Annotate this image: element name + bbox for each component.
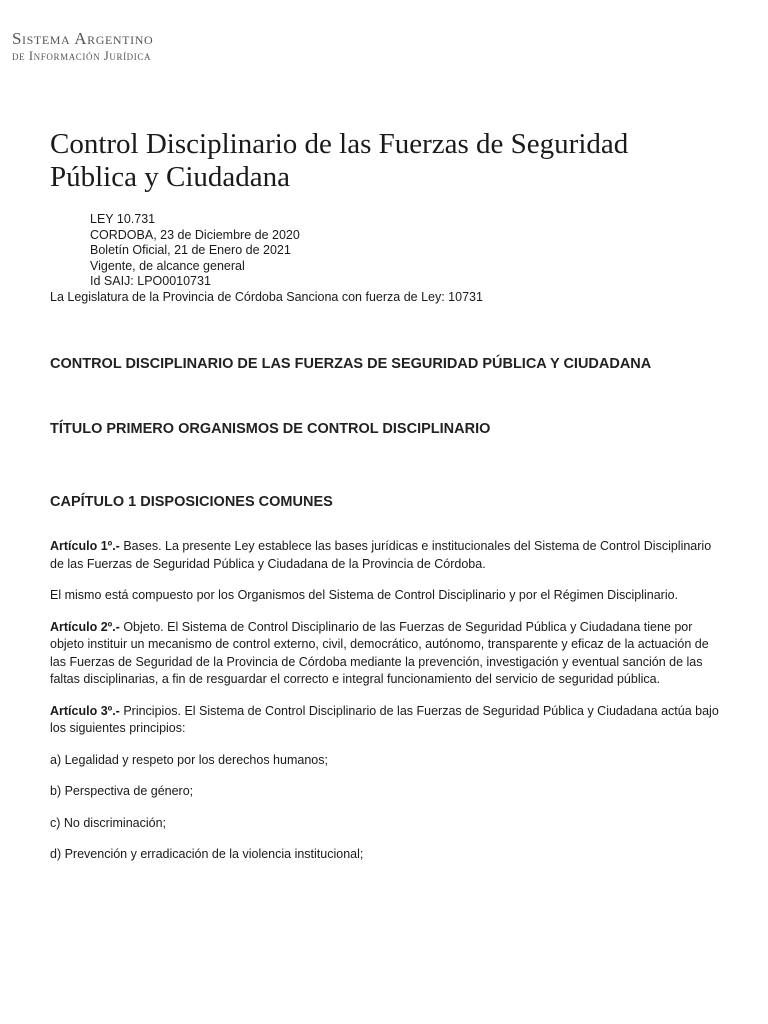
article-1	[50, 538, 720, 573]
principle-item: d) Prevención y erradicación de la violencia institucional;	[50, 847, 364, 861]
sanciona-text: La Legislatura de la Provincia de Córdoba Sanciona con fuerza de Ley: 10731	[50, 289, 483, 304]
titulo-heading: TÍTULO PRIMERO ORGANISMOS DE CONTROL DISCIPLINARIO	[50, 421, 491, 437]
article-1-label: Artículo 1º.-	[50, 539, 120, 553]
meta-vigencia: Vigente, de alcance general	[90, 258, 245, 273]
logo-line-1: Sistema Argentino	[12, 29, 154, 48]
meta-ley: LEY 10.731	[90, 212, 156, 226]
article-3-label: Artículo 3º.-	[50, 703, 120, 718]
article-1-paragraph-2: El mismo está compuesto por los Organismos del Sistema de Control Disciplinario y por el Régimen Disciplinario.	[50, 588, 679, 602]
article-3-text: Principios. El Sistema de Control Disciplinario de las Fuerzas de Seguridad Pública y Ciudadana actúa bajo los siguientes principios:	[50, 703, 719, 735]
document-metadata	[90, 212, 720, 290]
principle-item: c) No discriminación;	[50, 815, 167, 830]
meta-id-saij: Id SAIJ: LPO0010731	[90, 274, 211, 288]
document-content	[50, 128, 720, 864]
law-heading: CONTROL DISCIPLINARIO DE LAS FUERZAS DE SEGURIDAD PÚBLICA Y CIUDADANA	[50, 356, 652, 372]
capitulo-heading: CAPÍTULO 1 DISPOSICIONES COMUNES	[50, 494, 333, 510]
document-title: Control Disciplinario de las Fuerzas de Seguridad Pública y Ciudadana	[50, 128, 629, 193]
logo-line-2: de Información Jurídica	[12, 49, 152, 63]
article-2	[50, 619, 720, 689]
principle-item: a) Legalidad y respeto por los derechos humanos;	[50, 752, 328, 767]
article-2-label: Artículo 2º.-	[50, 619, 120, 634]
saij-logo	[12, 30, 153, 63]
meta-boletin: Boletín Oficial, 21 de Enero de 2021	[90, 243, 291, 257]
principle-item: b) Perspectiva de género;	[50, 784, 194, 798]
article-2-text: Objeto. El Sistema de Control Disciplinario de las Fuerzas de Seguridad Pública y Ciudadana tiene por objeto instituir un mecanismo de control externo, civil, democrático, autónomo, transparente y eficaz de la actuación de las Fuerzas de Seguridad de la Provincia de Córdoba mediante la prevención, investigación y eventual sanción de las faltas disciplinarias, a fin de resguardar el correcto e integral funcionamiento del servicio de seguridad pública.	[50, 619, 709, 686]
article-3	[50, 703, 720, 738]
meta-fecha: CORDOBA, 23 de Diciembre de 2020	[90, 227, 300, 242]
article-1-text: Bases. La presente Ley establece las bases jurídicas e institucionales del Sistema de Control Disciplinario de las Fuerzas de Seguridad Pública y Ciudadana de la Provincia de Córdoba.	[50, 539, 712, 571]
